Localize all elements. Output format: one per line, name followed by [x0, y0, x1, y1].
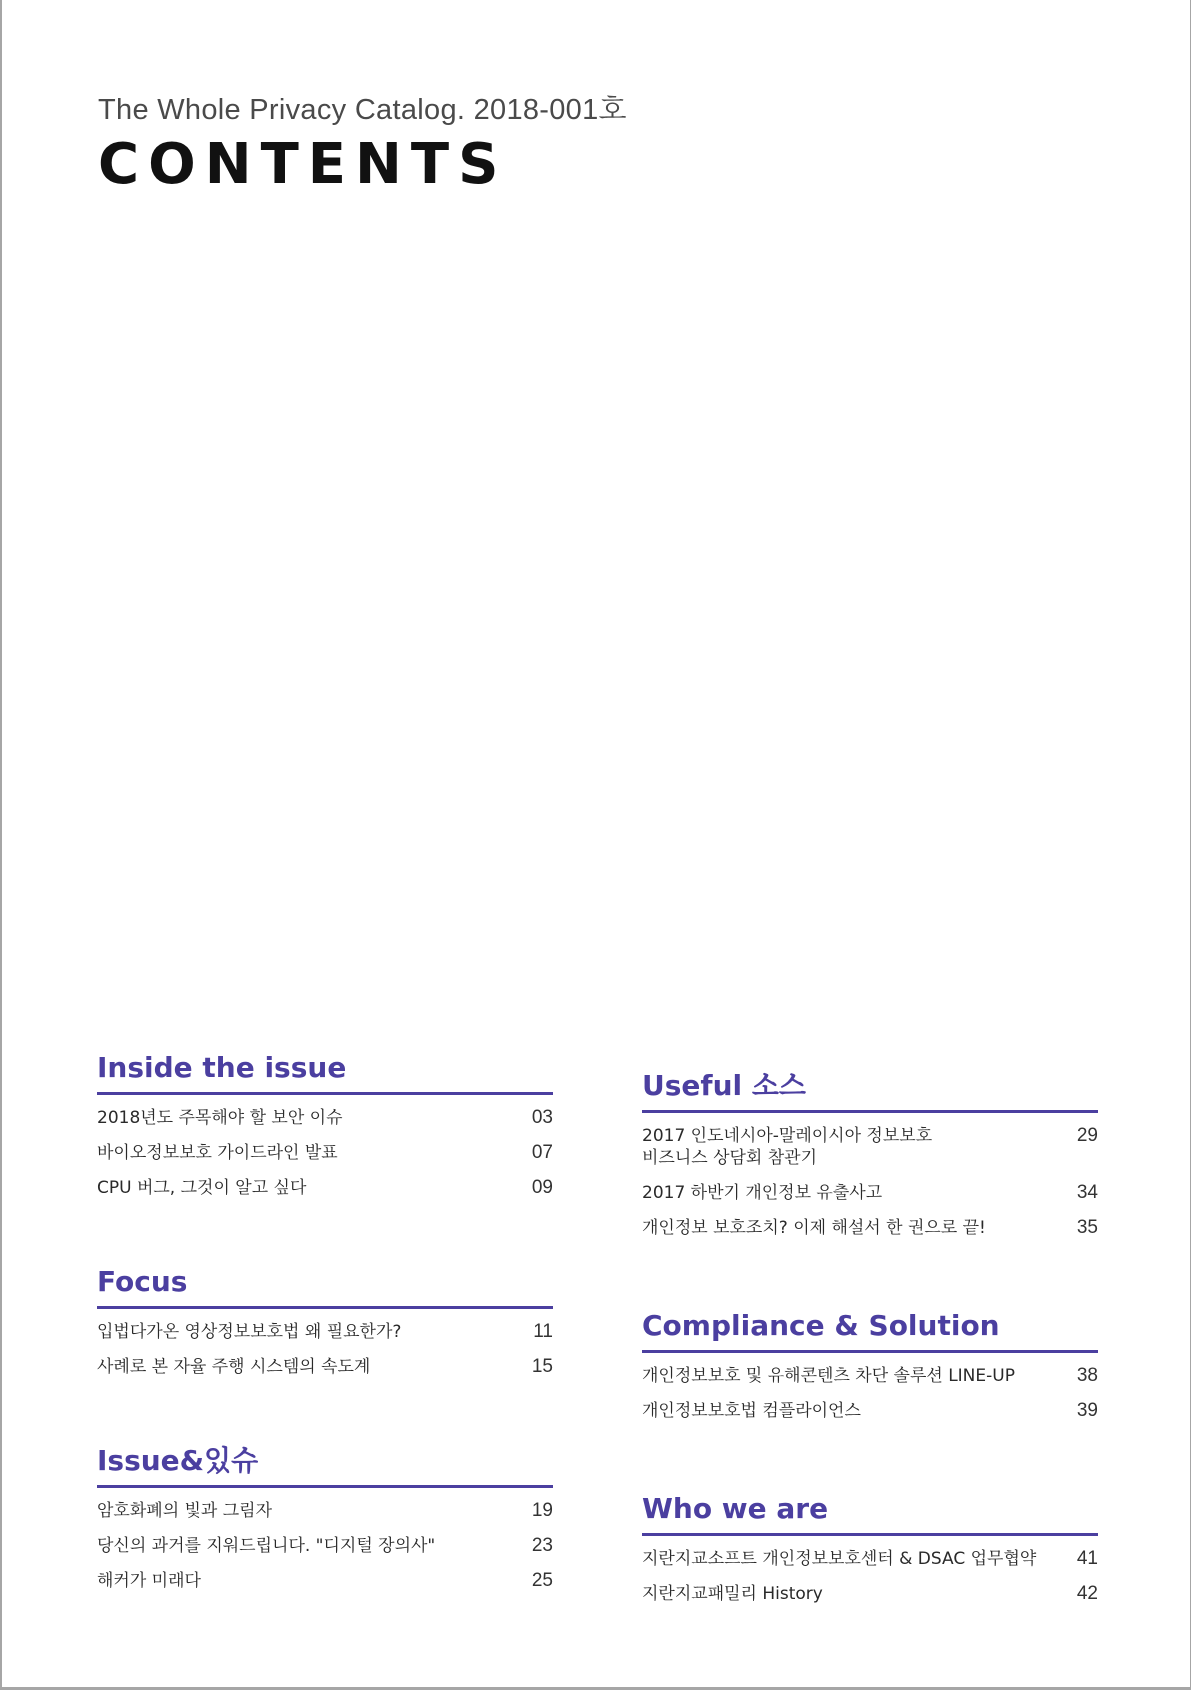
toc-entry[interactable] — [642, 1176, 1098, 1211]
entry-page-number: 34 — [1076, 1182, 1098, 1203]
page-header — [98, 92, 627, 196]
entry-title: 해커가 미래다 — [97, 1571, 201, 1591]
entry-page-number: 07 — [531, 1142, 553, 1163]
toc-entry[interactable] — [97, 1494, 553, 1529]
entry-title: 사례로 본 자율 주행 시스템의 속도계 — [97, 1357, 371, 1377]
toc-section — [642, 1068, 1098, 1246]
entry-title: 입법다가온 영상정보보호법 왜 필요한가? — [97, 1322, 402, 1342]
toc-entry[interactable] — [97, 1101, 553, 1136]
toc-section — [97, 1264, 553, 1385]
entry-title: 2017 하반기 개인정보 유출사고 — [642, 1183, 883, 1203]
page-title: CONTENTS — [98, 132, 508, 197]
entry-page-number: 35 — [1076, 1217, 1098, 1238]
toc-section — [642, 1308, 1098, 1429]
entry-title: 지란지교소프트 개인정보보호센터 & DSAC 업무협약 — [642, 1549, 1037, 1569]
toc-section — [642, 1491, 1098, 1612]
entry-page-number: 19 — [531, 1500, 553, 1521]
toc-section — [97, 1050, 553, 1206]
entry-title: 바이오정보보호 가이드라인 발표 — [97, 1143, 338, 1163]
section-title: Issue&있슈 — [97, 1443, 553, 1488]
entry-page-number: 29 — [1076, 1125, 1098, 1146]
toc-left-column — [97, 1050, 553, 1657]
toc-entry[interactable] — [642, 1211, 1098, 1246]
toc-entry[interactable] — [97, 1529, 553, 1564]
section-items — [97, 1488, 553, 1599]
entry-title: CPU 버그, 그것이 알고 싶다 — [97, 1178, 307, 1198]
document-page — [2, 0, 1190, 1687]
toc-entry[interactable] — [97, 1350, 553, 1385]
section-items — [642, 1113, 1098, 1246]
entry-title: 암호화폐의 빛과 그림자 — [97, 1501, 273, 1521]
entry-title: 개인정보보호 및 유해콘텐츠 차단 솔루션 LINE-UP — [642, 1366, 1015, 1386]
toc-entry[interactable] — [642, 1359, 1098, 1394]
entry-page-number: 41 — [1076, 1548, 1098, 1569]
entry-title: 2017 인도네시아-말레이시아 정보보호 비즈니스 상담회 참관기 — [642, 1126, 933, 1168]
section-title: Focus — [97, 1264, 553, 1309]
toc-entry[interactable] — [97, 1136, 553, 1171]
section-title: Useful 소스 — [642, 1068, 1098, 1113]
entry-title: 지란지교패밀리 History — [642, 1584, 823, 1604]
toc-entry[interactable] — [97, 1315, 553, 1350]
entry-page-number: 25 — [531, 1570, 553, 1591]
catalog-subtitle: The Whole Privacy Catalog. 2018-001호 — [98, 94, 627, 126]
section-title: Compliance & Solution — [642, 1308, 1098, 1353]
toc-section — [97, 1443, 553, 1599]
section-title: Inside the issue — [97, 1050, 553, 1095]
toc-entry[interactable] — [642, 1119, 1098, 1176]
section-items — [642, 1536, 1098, 1612]
section-items — [97, 1309, 553, 1385]
entry-page-number: 23 — [531, 1535, 553, 1556]
toc-entry[interactable] — [97, 1171, 553, 1206]
entry-page-number: 15 — [531, 1356, 553, 1377]
entry-page-number: 38 — [1076, 1365, 1098, 1386]
toc-entry[interactable] — [642, 1577, 1098, 1612]
entry-page-number: 39 — [1076, 1400, 1098, 1421]
entry-page-number: 09 — [531, 1177, 553, 1198]
entry-page-number: 42 — [1076, 1583, 1098, 1604]
entry-title: 개인정보 보호조치? 이제 해설서 한 권으로 끝! — [642, 1218, 986, 1238]
toc-entry[interactable] — [642, 1542, 1098, 1577]
toc-entry[interactable] — [642, 1394, 1098, 1429]
entry-title: 2018년도 주목해야 할 보안 이슈 — [97, 1108, 343, 1128]
section-title: Who we are — [642, 1491, 1098, 1536]
toc-entry[interactable] — [97, 1564, 553, 1599]
entry-title: 개인정보보호법 컴플라이언스 — [642, 1401, 861, 1421]
toc-right-column — [642, 1068, 1098, 1674]
entry-page-number: 11 — [533, 1321, 553, 1342]
section-items — [97, 1095, 553, 1206]
section-items — [642, 1353, 1098, 1429]
entry-title: 당신의 과거를 지워드립니다. "디지털 장의사" — [97, 1536, 436, 1556]
entry-page-number: 03 — [531, 1107, 553, 1128]
